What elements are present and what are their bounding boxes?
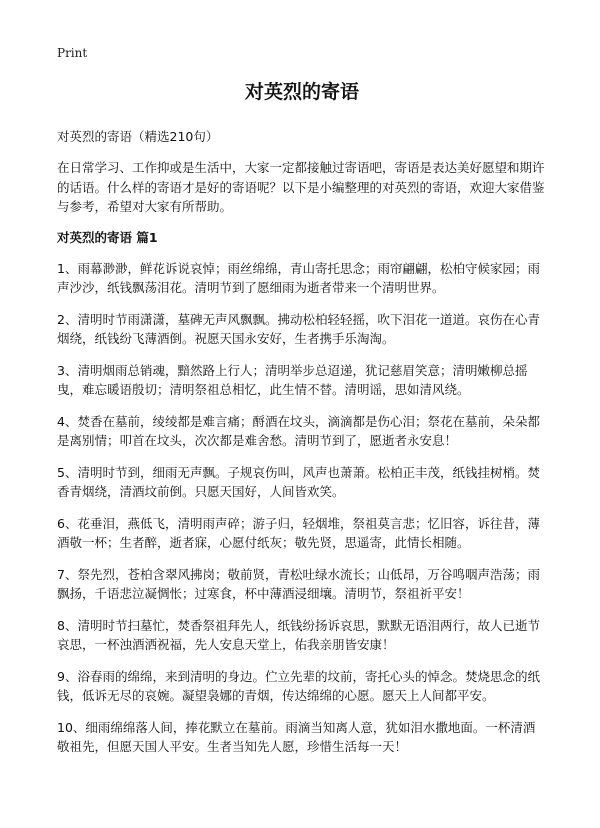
paragraph-3: 3、清明烟雨总销魂，黯然路上行人；清明举步总迢递，犹记慈眉笑意；清明嫩柳总摇曳，难忘暖语殷切；清明祭祖总相忆，此生情不替。清明谣，思如清风绕。	[57, 362, 528, 397]
paragraph-6: 6、花垂泪，燕低飞，清明雨声碎；游子归，轻烟堆，祭祖莫言悲；忆旧容，诉往昔，薄酒敬一杯；生者醉，逝者寐，心愿付纸灰；敬先贤，思遥寄，此情长相随。	[57, 515, 540, 550]
page-title: 对英烈的寄语	[244, 81, 359, 103]
paragraph-7: 7、祭先烈，苍柏含翠风拂岗；敬前贤，青松吐绿水流长；山低昂，万谷鸣咽声浩荡；雨飘扬，千语悲泣凝惆怅；过寒食，杯中薄酒浸细壤。清明节，祭祖祈平安！	[57, 566, 540, 601]
print-link[interactable]: Print	[57, 46, 88, 60]
document-body	[57, 78, 547, 769]
paragraph-9: 9、浴春雨的绵绵，来到清明的身边。伫立先辈的坟前，寄托心头的悼念。焚烧思念的纸钱，低诉无尽的哀婉。凝望袅娜的青烟，传达绵绵的心愿。愿天上人间都平安。	[57, 668, 540, 703]
document-subtitle: 对英烈的寄语（精选210句）	[57, 129, 219, 144]
paragraph-10: 10、细雨绵绵落人间，捧花默立在墓前。雨滴当知离人意，犹如泪水撒地面。一杯清酒敬祖先，但愿天国人平安。生者当知先人愿，珍惜生活每一天！	[57, 719, 536, 754]
intro-paragraph: 在日常学习、工作抑或是生活中，大家一定都接触过寄语吧，寄语是表达美好愿望和期许的话语。什么样的寄语才是好的寄语呢？以下是小编整理的对英烈的寄语，欢迎大家借鉴与参考，希望对大家有所帮助。	[57, 160, 545, 214]
paragraph-5: 5、清明时节到，细雨无声飘。子规哀伤叫，风声也萧萧。松柏正丰茂，纸钱挂树梢。焚香青烟绕，清酒坟前倒。只愿天国好，人间皆欢笑。	[57, 464, 540, 499]
paragraph-1: 1、雨幕渺渺，鲜花诉说哀悼；雨丝绵绵，青山寄托思念；雨帘翩翩，松柏守候家园；雨声沙沙，纸钱飘荡泪花。清明节到了愿细雨为逝者带来一个清明世界。	[57, 260, 540, 295]
paragraph-8: 8、清明时节扫墓忙，焚香祭祖拜先人，纸钱纷扬诉哀思，默默无语泪两行，故人已逝节哀思，一杯浊酒洒祝福，先人安息天堂上，佑我亲朋皆安康！	[57, 617, 540, 652]
paragraph-2: 2、清明时节雨潇潇，墓碑无声风飘飘。拂动松柏轻轻摇，吹下泪花一道道。哀伤在心青烟绕，纸钱纷飞薄酒倒。祝愿天国永安好，生者携手乐淘淘。	[57, 311, 540, 346]
paragraph-4: 4、焚香在墓前，绫绫都是难言痛；酹酒在坟头，滴滴都是伤心泪；祭花在墓前，朵朵都是离别情；叩首在坟头，次次都是难舍愁。清明节到了，愿逝者永安息！	[57, 413, 540, 448]
section-heading: 对英烈的寄语 篇1	[57, 229, 158, 245]
